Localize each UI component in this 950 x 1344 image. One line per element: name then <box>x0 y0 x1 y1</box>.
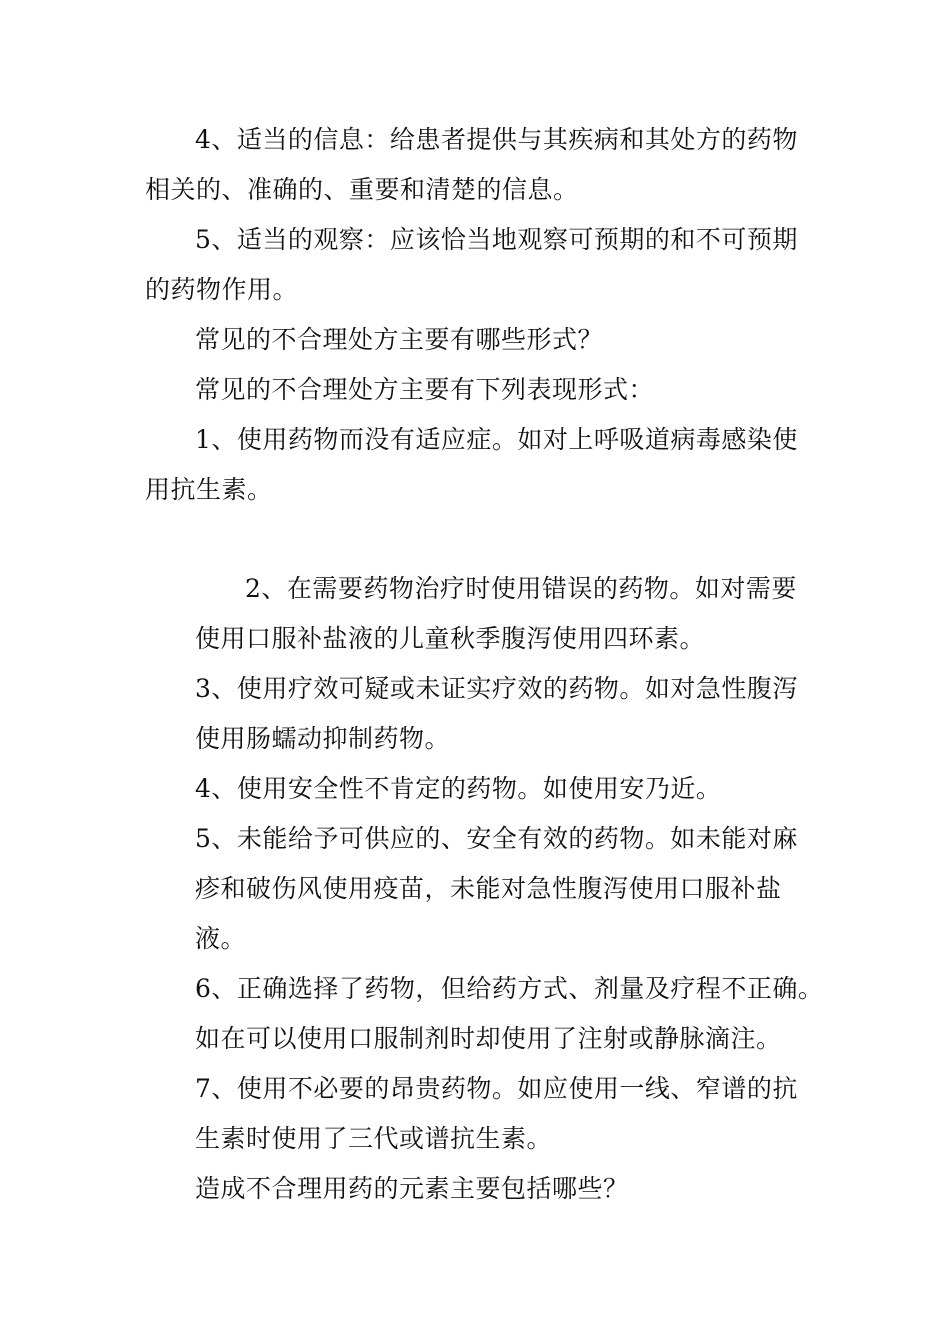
text-line: 相关的、准确的、重要和清楚的信息。 <box>145 175 579 204</box>
text-line: 4、使用安全性不肯定的药物。如使用安乃近。 <box>195 774 722 803</box>
question-heading: 常见的不合理处方主要有哪些形式？ <box>195 325 604 354</box>
question-heading: 造成不合理用药的元素主要包括哪些？ <box>195 1174 629 1203</box>
text-line: 7、使用不必要的昂贵药物。如应使用一线、窄谱的抗 <box>195 1074 798 1103</box>
text-line: 1、使用药物而没有适应症。如对上呼吸道病毒感染使 <box>195 425 798 454</box>
text-line: 疹和破伤风使用疫苗，未能对急性腹泻使用口服补盐 <box>195 874 782 903</box>
text-line: 液。 <box>195 924 247 953</box>
text-line: 使用口服补盐液的儿童秋季腹泻使用四环素。 <box>195 624 706 653</box>
text-line: 用抗生素。 <box>145 475 273 504</box>
text-line: 6、正确选择了药物，但给药方式、剂量及疗程不正确。 <box>195 974 824 1003</box>
text-line: 生素时使用了三代或谱抗生素。 <box>195 1124 553 1153</box>
text-line: 的药物作用。 <box>145 275 299 304</box>
text-line: 3、使用疗效可疑或未证实疗效的药物。如对急性腹泻 <box>195 674 798 703</box>
text-line: 如在可以使用口服制剂时却使用了注射或静脉滴注。 <box>195 1024 782 1053</box>
text-line: 常见的不合理处方主要有下列表现形式： <box>195 375 655 404</box>
text-line: 使用肠蠕动抑制药物。 <box>195 724 451 753</box>
text-line: 5、适当的观察：应该恰当地观察可预期的和不可预期 <box>195 225 798 254</box>
text-line: 5、未能给予可供应的、安全有效的药物。如未能对麻 <box>195 824 798 853</box>
text-line: 2、在需要药物治疗时使用错误的药物。如对需要 <box>245 574 797 603</box>
text-line: 4、适当的信息：给患者提供与其疾病和其处方的药物 <box>195 125 798 154</box>
